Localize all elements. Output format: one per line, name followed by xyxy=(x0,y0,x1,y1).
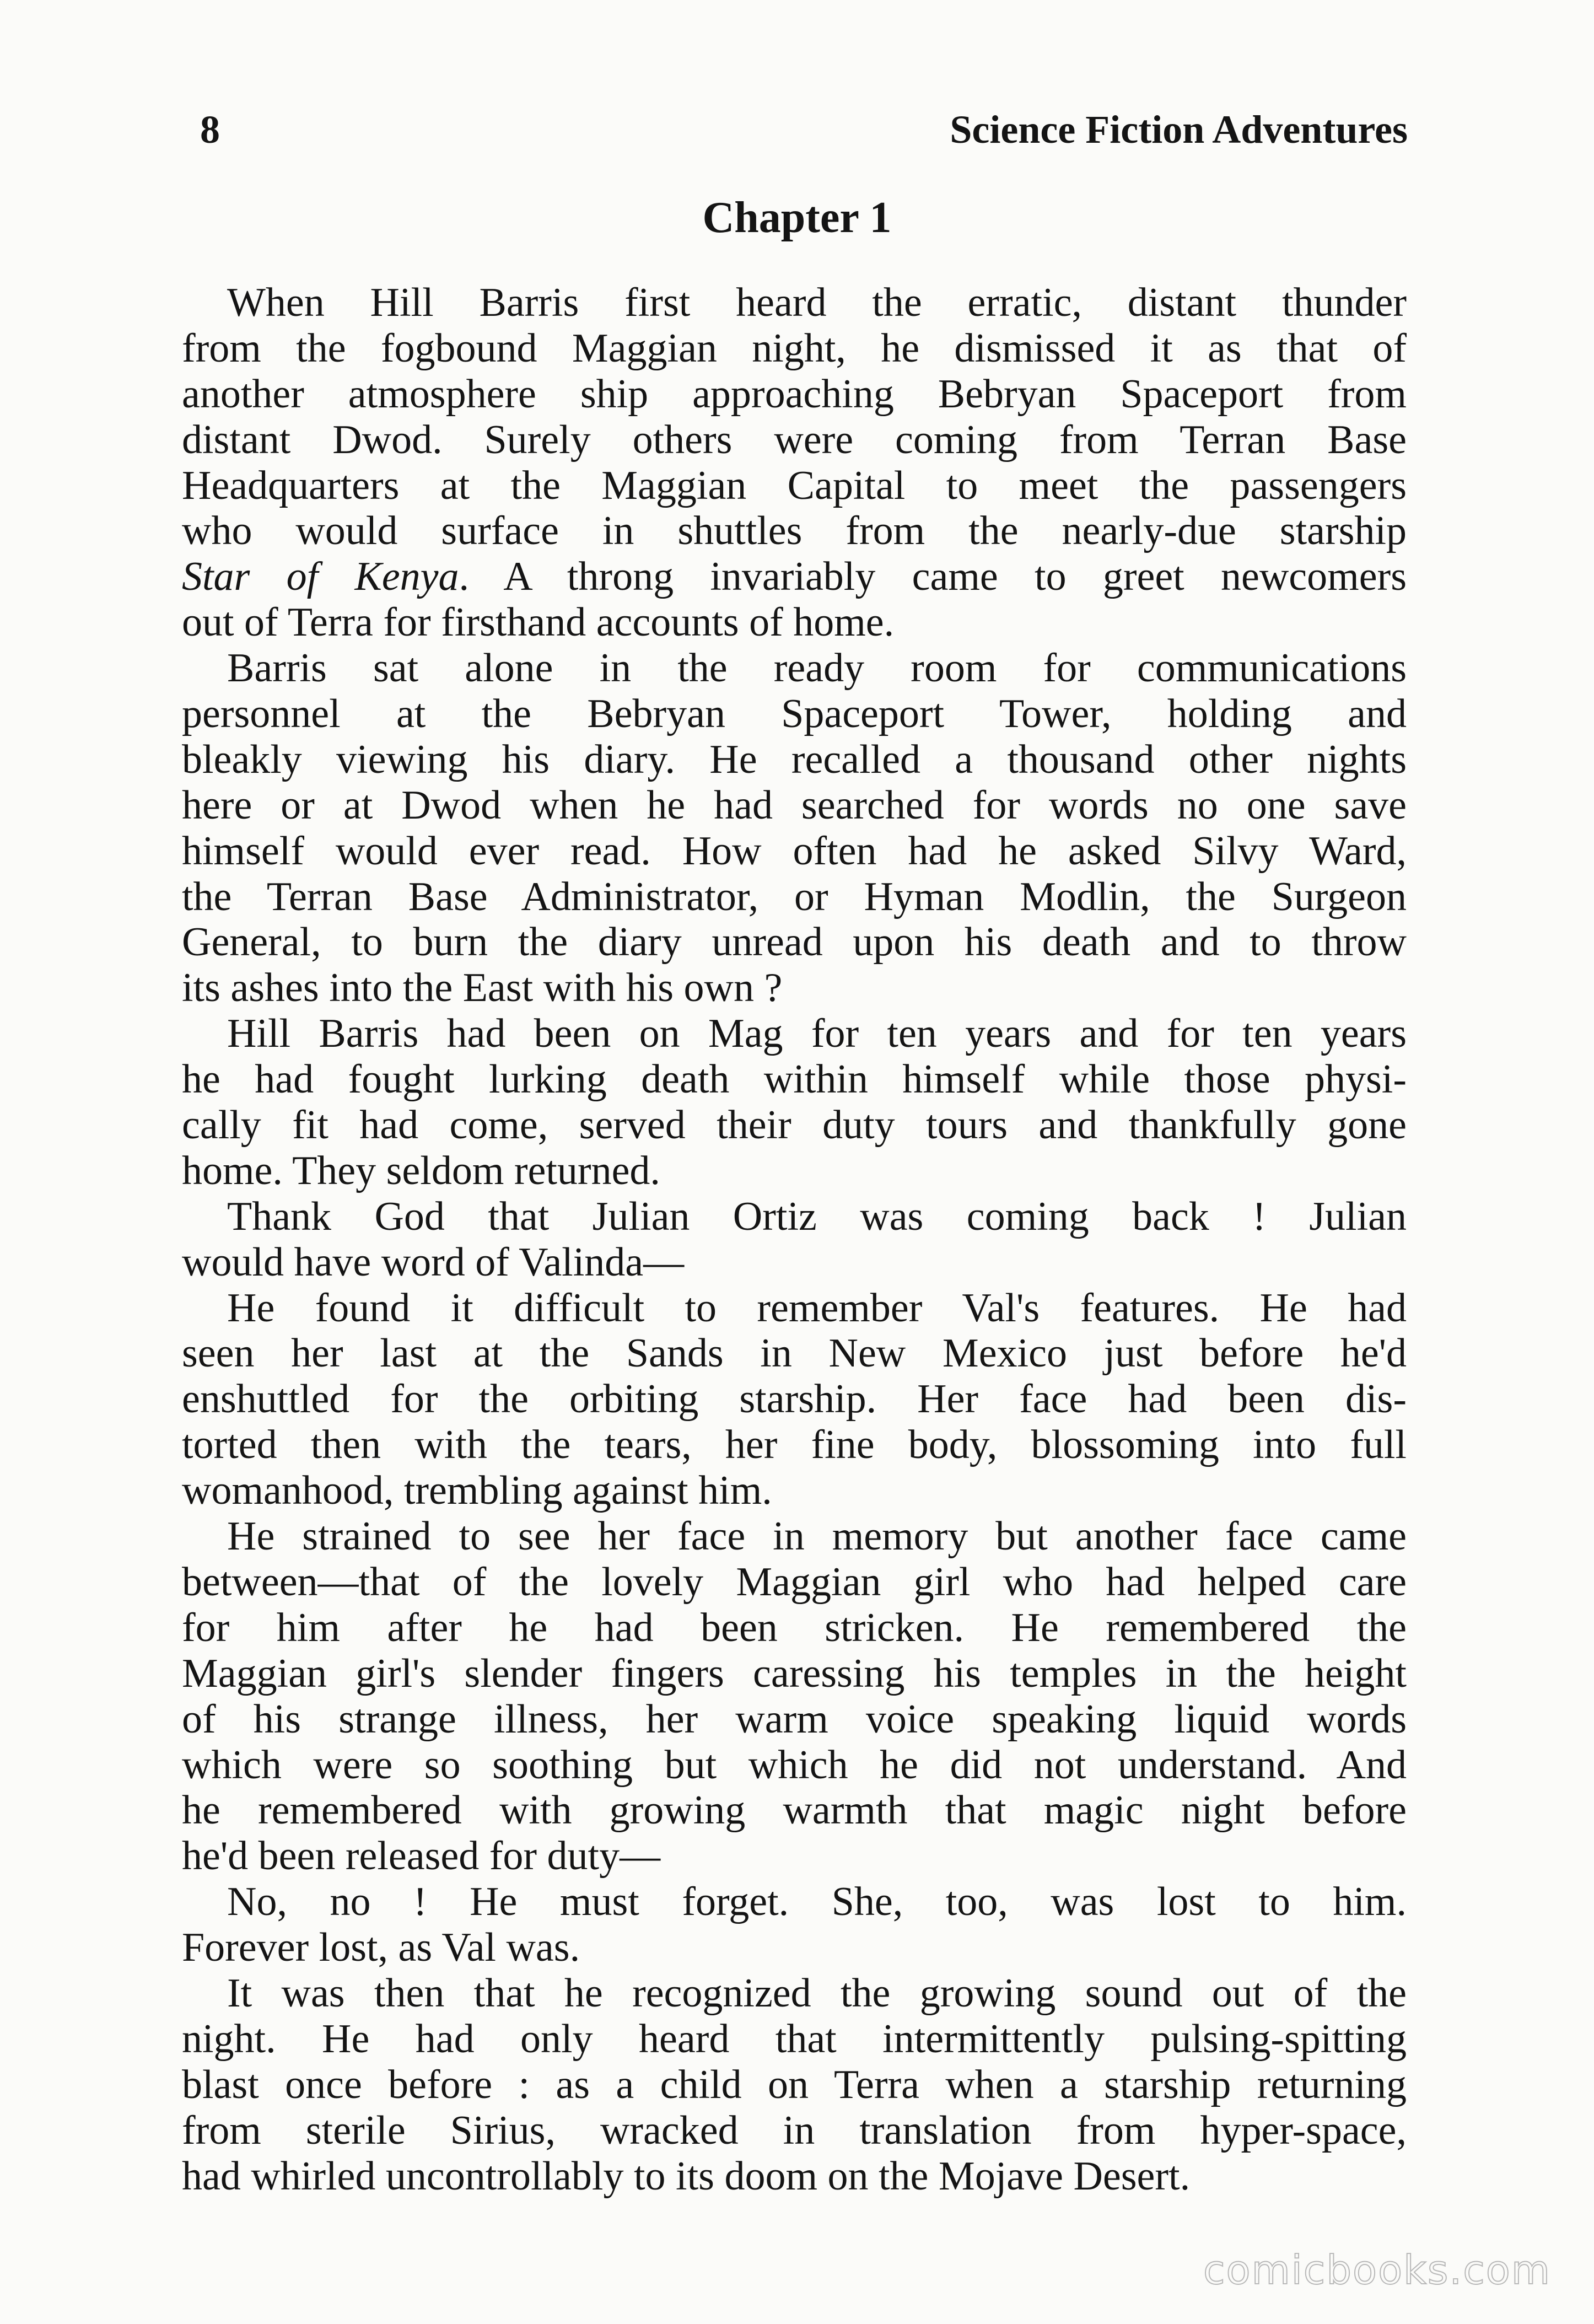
text-line: he had fought lurking death within himself while those physi- xyxy=(182,1057,1407,1102)
text-line: he'd been released for duty— xyxy=(182,1833,661,1879)
text-line: who would surface in shuttles from the nearly-due starship xyxy=(182,508,1407,554)
text-line: distant Dwod. Surely others were coming from Terran Base xyxy=(182,417,1407,462)
paragraph xyxy=(182,1011,1407,1194)
text-line: bleakly viewing his diary. He recalled a thousand other nights xyxy=(182,736,1407,782)
text-line: for him after he had been stricken. He remembered the xyxy=(182,1605,1407,1650)
text-line: himself would ever read. How often had he asked Silvy Ward, xyxy=(182,828,1407,874)
text-line: When Hill Barris first heard the erratic, distant thunder xyxy=(227,280,1407,325)
text-line: seen her last at the Sands in New Mexico just before he'd xyxy=(182,1331,1407,1376)
text-line: blast once before : as a child on Terra when a starship returning xyxy=(182,2062,1407,2107)
text-line: between—that of the lovely Maggian girl who had helped care xyxy=(182,1559,1407,1605)
text-line: from sterile Sirius, wracked in translation from hyper-space, xyxy=(182,2107,1407,2153)
paragraph xyxy=(182,1879,1407,1971)
paragraph xyxy=(182,1514,1407,1879)
text-line: from the fogbound Maggian night, he dismissed it as that of xyxy=(182,325,1407,371)
text-line: Forever lost, as Val was. xyxy=(182,1925,580,1971)
text-line: womanhood, trembling against him. xyxy=(182,1468,772,1514)
text-line: another atmosphere ship approaching Bebryan Spaceport from xyxy=(182,371,1407,417)
paragraph xyxy=(182,280,1407,645)
text-line: No, no ! He must forget. She, too, was lost to him. xyxy=(227,1879,1407,1925)
text-line: He found it difficult to remember Val's features. He had xyxy=(227,1285,1407,1331)
text-line: Thank God that Julian Ortiz was coming back ! Julian xyxy=(227,1193,1407,1239)
text-line: Headquarters at the Maggian Capital to meet the passengers xyxy=(182,462,1407,508)
text-line: here or at Dwod when he had searched for words no one save xyxy=(182,782,1407,828)
text-line: of his strange illness, her warm voice speaking liquid words xyxy=(182,1696,1407,1742)
page-number: 8 xyxy=(200,107,220,152)
text-line: cally fit had come, served their duty tours and thankfully gone xyxy=(182,1102,1407,1148)
paragraph xyxy=(182,1285,1407,1514)
text-line: torted then with the tears, her fine body, blossoming into full xyxy=(182,1422,1407,1468)
running-head xyxy=(200,99,1408,160)
text-line: personnel at the Bebryan Spaceport Tower, holding and xyxy=(182,691,1407,737)
text-line: would have word of Valinda— xyxy=(182,1239,685,1285)
text-line: night. He had only heard that intermittently pulsing-spitting xyxy=(182,2016,1407,2062)
text-line: he remembered with growing warmth that magic night before xyxy=(182,1788,1407,1833)
text-line: the Terran Base Administrator, or Hyman Modlin, the Surgeon xyxy=(182,874,1407,919)
text-line: General, to burn the diary unread upon his death and to throw xyxy=(182,919,1407,965)
paragraph xyxy=(182,645,1407,1011)
text-line: Maggian girl's slender fingers caressing his temples in the height xyxy=(182,1650,1407,1696)
text-line-with-italic: Star of Kenya. A throng invariably came to greet newcomers xyxy=(182,554,1407,600)
body-text xyxy=(182,280,1407,2199)
text-line: its ashes into the East with his own ? xyxy=(182,965,783,1011)
text-line: Hill Barris had been on Mag for ten years and for ten years xyxy=(227,1011,1407,1057)
text-line: enshuttled for the orbiting starship. Her face had been dis- xyxy=(182,1376,1407,1422)
running-title: Science Fiction Adventures xyxy=(950,107,1408,152)
text-line: It was then that he recognized the growing sound out of the xyxy=(227,1970,1407,2016)
paragraph xyxy=(182,1971,1407,2199)
text-line: Barris sat alone in the ready room for communications xyxy=(227,645,1407,691)
text-line: out of Terra for firsthand accounts of home. xyxy=(182,600,895,645)
text-line: which were so soothing but which he did not understand. And xyxy=(182,1742,1407,1788)
text-line: home. They seldom returned. xyxy=(182,1148,660,1193)
chapter-title: Chapter 1 xyxy=(702,193,892,242)
watermark-text: comicbooks.com xyxy=(1203,2247,1551,2293)
text-line: He strained to see her face in memory but another face came xyxy=(227,1514,1407,1559)
text-line: had whirled uncontrollably to its doom on the Mojave Desert. xyxy=(182,2153,1191,2199)
italic-title: Star of Kenya xyxy=(182,554,459,600)
paragraph xyxy=(182,1194,1407,1285)
